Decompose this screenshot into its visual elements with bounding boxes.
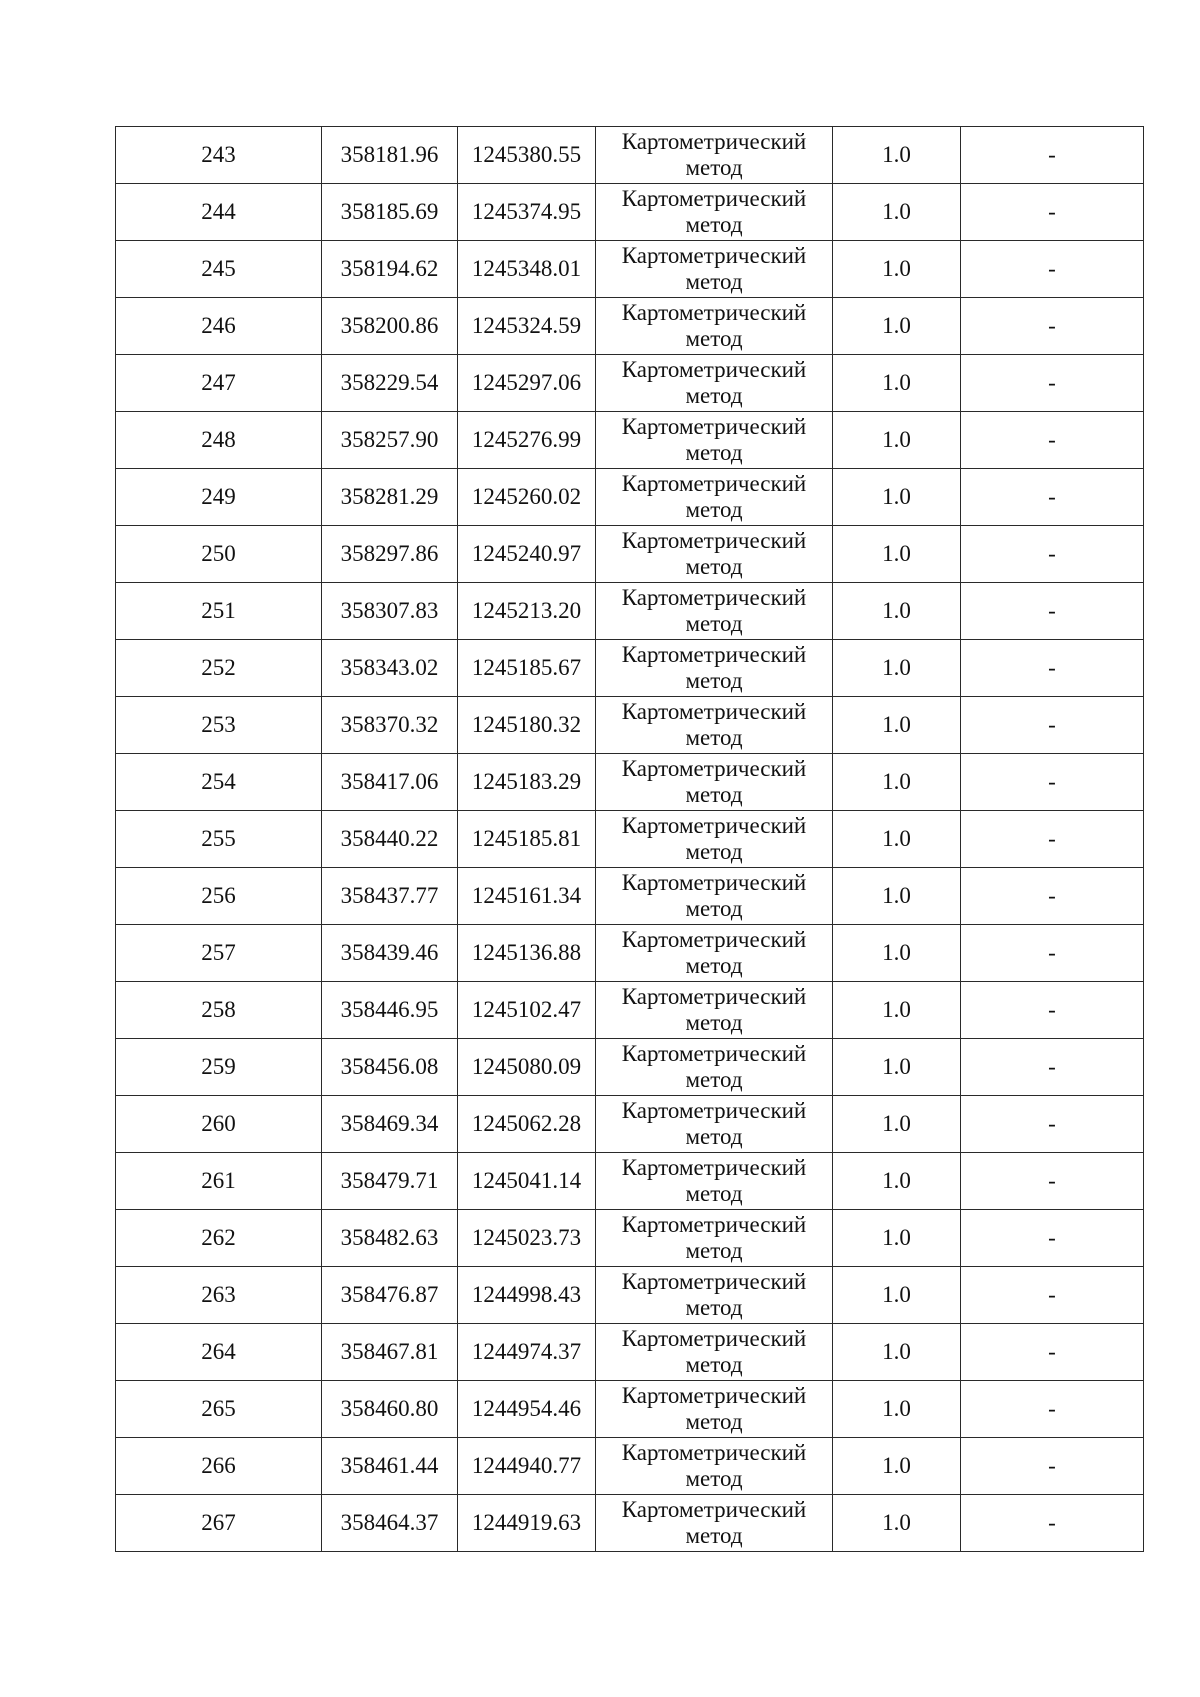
point-number-cell: 249 <box>116 469 322 526</box>
x-coordinate-cell: 358476.87 <box>322 1267 458 1324</box>
x-coordinate-cell: 358200.86 <box>322 298 458 355</box>
y-coordinate-cell: 1245136.88 <box>458 925 596 982</box>
note-cell: - <box>961 697 1144 754</box>
point-number-cell: 252 <box>116 640 322 697</box>
precision-cell: 1.0 <box>833 1381 961 1438</box>
point-number-cell: 259 <box>116 1039 322 1096</box>
note-cell: - <box>961 1324 1144 1381</box>
precision-cell: 1.0 <box>833 697 961 754</box>
precision-cell: 1.0 <box>833 526 961 583</box>
point-number-cell: 253 <box>116 697 322 754</box>
point-number-cell: 261 <box>116 1153 322 1210</box>
y-coordinate-cell: 1245180.32 <box>458 697 596 754</box>
y-coordinate-cell: 1245185.67 <box>458 640 596 697</box>
table-row <box>116 583 1144 640</box>
point-number-cell: 244 <box>116 184 322 241</box>
x-coordinate-cell: 358281.29 <box>322 469 458 526</box>
x-coordinate-cell: 358461.44 <box>322 1438 458 1495</box>
x-coordinate-cell: 358467.81 <box>322 1324 458 1381</box>
x-coordinate-cell: 358370.32 <box>322 697 458 754</box>
y-coordinate-cell: 1245102.47 <box>458 982 596 1039</box>
note-cell: - <box>961 868 1144 925</box>
precision-cell: 1.0 <box>833 1324 961 1381</box>
note-cell: - <box>961 1438 1144 1495</box>
table-row <box>116 127 1144 184</box>
method-cell: Картометрический метод <box>596 1039 833 1096</box>
y-coordinate-cell: 1245297.06 <box>458 355 596 412</box>
point-number-cell: 267 <box>116 1495 322 1552</box>
note-cell: - <box>961 583 1144 640</box>
method-cell: Картометрический метод <box>596 1438 833 1495</box>
y-coordinate-cell: 1245213.20 <box>458 583 596 640</box>
note-cell: - <box>961 925 1144 982</box>
x-coordinate-cell: 358417.06 <box>322 754 458 811</box>
method-cell: Картометрический метод <box>596 469 833 526</box>
point-number-cell: 250 <box>116 526 322 583</box>
point-number-cell: 258 <box>116 982 322 1039</box>
y-coordinate-cell: 1245161.34 <box>458 868 596 925</box>
precision-cell: 1.0 <box>833 298 961 355</box>
point-number-cell: 260 <box>116 1096 322 1153</box>
x-coordinate-cell: 358307.83 <box>322 583 458 640</box>
table-row <box>116 1039 1144 1096</box>
method-cell: Картометрический метод <box>596 412 833 469</box>
precision-cell: 1.0 <box>833 469 961 526</box>
method-cell: Картометрический метод <box>596 1324 833 1381</box>
precision-cell: 1.0 <box>833 640 961 697</box>
note-cell: - <box>961 982 1144 1039</box>
table-row <box>116 412 1144 469</box>
x-coordinate-cell: 358439.46 <box>322 925 458 982</box>
note-cell: - <box>961 526 1144 583</box>
y-coordinate-cell: 1245062.28 <box>458 1096 596 1153</box>
point-number-cell: 255 <box>116 811 322 868</box>
point-number-cell: 263 <box>116 1267 322 1324</box>
table-row <box>116 697 1144 754</box>
method-cell: Картометрический метод <box>596 868 833 925</box>
x-coordinate-cell: 358229.54 <box>322 355 458 412</box>
y-coordinate-cell: 1245183.29 <box>458 754 596 811</box>
method-cell: Картометрический метод <box>596 697 833 754</box>
point-number-cell: 243 <box>116 127 322 184</box>
table-row <box>116 811 1144 868</box>
method-cell: Картометрический метод <box>596 526 833 583</box>
note-cell: - <box>961 241 1144 298</box>
y-coordinate-cell: 1244919.63 <box>458 1495 596 1552</box>
y-coordinate-cell: 1245041.14 <box>458 1153 596 1210</box>
x-coordinate-cell: 358194.62 <box>322 241 458 298</box>
x-coordinate-cell: 358181.96 <box>322 127 458 184</box>
note-cell: - <box>961 640 1144 697</box>
y-coordinate-cell: 1245023.73 <box>458 1210 596 1267</box>
table-row <box>116 1324 1144 1381</box>
method-cell: Картометрический метод <box>596 754 833 811</box>
coordinates-table-body <box>116 127 1144 1552</box>
precision-cell: 1.0 <box>833 355 961 412</box>
precision-cell: 1.0 <box>833 868 961 925</box>
y-coordinate-cell: 1245348.01 <box>458 241 596 298</box>
x-coordinate-cell: 358185.69 <box>322 184 458 241</box>
point-number-cell: 254 <box>116 754 322 811</box>
note-cell: - <box>961 1381 1144 1438</box>
table-row <box>116 925 1144 982</box>
table-row <box>116 526 1144 583</box>
note-cell: - <box>961 412 1144 469</box>
x-coordinate-cell: 358446.95 <box>322 982 458 1039</box>
method-cell: Картометрический метод <box>596 811 833 868</box>
note-cell: - <box>961 1096 1144 1153</box>
note-cell: - <box>961 1495 1144 1552</box>
x-coordinate-cell: 358460.80 <box>322 1381 458 1438</box>
x-coordinate-cell: 358464.37 <box>322 1495 458 1552</box>
precision-cell: 1.0 <box>833 1096 961 1153</box>
method-cell: Картометрический метод <box>596 127 833 184</box>
precision-cell: 1.0 <box>833 583 961 640</box>
y-coordinate-cell: 1245260.02 <box>458 469 596 526</box>
precision-cell: 1.0 <box>833 1153 961 1210</box>
y-coordinate-cell: 1245240.97 <box>458 526 596 583</box>
precision-cell: 1.0 <box>833 811 961 868</box>
precision-cell: 1.0 <box>833 241 961 298</box>
table-row <box>116 1438 1144 1495</box>
table-row <box>116 1495 1144 1552</box>
y-coordinate-cell: 1245185.81 <box>458 811 596 868</box>
note-cell: - <box>961 298 1144 355</box>
y-coordinate-cell: 1245276.99 <box>458 412 596 469</box>
method-cell: Картометрический метод <box>596 241 833 298</box>
note-cell: - <box>961 127 1144 184</box>
precision-cell: 1.0 <box>833 754 961 811</box>
precision-cell: 1.0 <box>833 184 961 241</box>
note-cell: - <box>961 1210 1144 1267</box>
method-cell: Картометрический метод <box>596 1153 833 1210</box>
method-cell: Картометрический метод <box>596 184 833 241</box>
method-cell: Картометрический метод <box>596 583 833 640</box>
note-cell: - <box>961 1039 1144 1096</box>
precision-cell: 1.0 <box>833 982 961 1039</box>
table-row <box>116 469 1144 526</box>
point-number-cell: 264 <box>116 1324 322 1381</box>
method-cell: Картометрический метод <box>596 982 833 1039</box>
method-cell: Картометрический метод <box>596 1381 833 1438</box>
y-coordinate-cell: 1245374.95 <box>458 184 596 241</box>
precision-cell: 1.0 <box>833 1039 961 1096</box>
table-row <box>116 982 1144 1039</box>
note-cell: - <box>961 754 1144 811</box>
precision-cell: 1.0 <box>833 1210 961 1267</box>
method-cell: Картометрический метод <box>596 1096 833 1153</box>
x-coordinate-cell: 358297.86 <box>322 526 458 583</box>
precision-cell: 1.0 <box>833 412 961 469</box>
precision-cell: 1.0 <box>833 1495 961 1552</box>
point-number-cell: 265 <box>116 1381 322 1438</box>
table-row <box>116 640 1144 697</box>
point-number-cell: 257 <box>116 925 322 982</box>
table-row <box>116 1267 1144 1324</box>
point-number-cell: 245 <box>116 241 322 298</box>
precision-cell: 1.0 <box>833 925 961 982</box>
precision-cell: 1.0 <box>833 1438 961 1495</box>
point-number-cell: 247 <box>116 355 322 412</box>
point-number-cell: 246 <box>116 298 322 355</box>
table-row <box>116 355 1144 412</box>
table-row <box>116 1096 1144 1153</box>
method-cell: Картометрический метод <box>596 1210 833 1267</box>
y-coordinate-cell: 1244954.46 <box>458 1381 596 1438</box>
note-cell: - <box>961 811 1144 868</box>
y-coordinate-cell: 1244998.43 <box>458 1267 596 1324</box>
point-number-cell: 256 <box>116 868 322 925</box>
x-coordinate-cell: 358257.90 <box>322 412 458 469</box>
table-row <box>116 1210 1144 1267</box>
note-cell: - <box>961 1153 1144 1210</box>
table-row <box>116 184 1144 241</box>
x-coordinate-cell: 358440.22 <box>322 811 458 868</box>
x-coordinate-cell: 358479.71 <box>322 1153 458 1210</box>
method-cell: Картометрический метод <box>596 1267 833 1324</box>
x-coordinate-cell: 358343.02 <box>322 640 458 697</box>
x-coordinate-cell: 358469.34 <box>322 1096 458 1153</box>
point-number-cell: 248 <box>116 412 322 469</box>
table-row <box>116 298 1144 355</box>
point-number-cell: 266 <box>116 1438 322 1495</box>
coordinates-table <box>115 126 1144 1552</box>
y-coordinate-cell: 1245080.09 <box>458 1039 596 1096</box>
x-coordinate-cell: 358437.77 <box>322 868 458 925</box>
table-row <box>116 1153 1144 1210</box>
note-cell: - <box>961 469 1144 526</box>
method-cell: Картометрический метод <box>596 640 833 697</box>
note-cell: - <box>961 1267 1144 1324</box>
precision-cell: 1.0 <box>833 1267 961 1324</box>
point-number-cell: 251 <box>116 583 322 640</box>
table-row <box>116 1381 1144 1438</box>
x-coordinate-cell: 358456.08 <box>322 1039 458 1096</box>
y-coordinate-cell: 1244974.37 <box>458 1324 596 1381</box>
table-row <box>116 754 1144 811</box>
x-coordinate-cell: 358482.63 <box>322 1210 458 1267</box>
y-coordinate-cell: 1244940.77 <box>458 1438 596 1495</box>
method-cell: Картометрический метод <box>596 355 833 412</box>
table-row <box>116 868 1144 925</box>
note-cell: - <box>961 355 1144 412</box>
point-number-cell: 262 <box>116 1210 322 1267</box>
precision-cell: 1.0 <box>833 127 961 184</box>
y-coordinate-cell: 1245324.59 <box>458 298 596 355</box>
note-cell: - <box>961 184 1144 241</box>
method-cell: Картометрический метод <box>596 298 833 355</box>
method-cell: Картометрический метод <box>596 925 833 982</box>
method-cell: Картометрический метод <box>596 1495 833 1552</box>
y-coordinate-cell: 1245380.55 <box>458 127 596 184</box>
table-row <box>116 241 1144 298</box>
